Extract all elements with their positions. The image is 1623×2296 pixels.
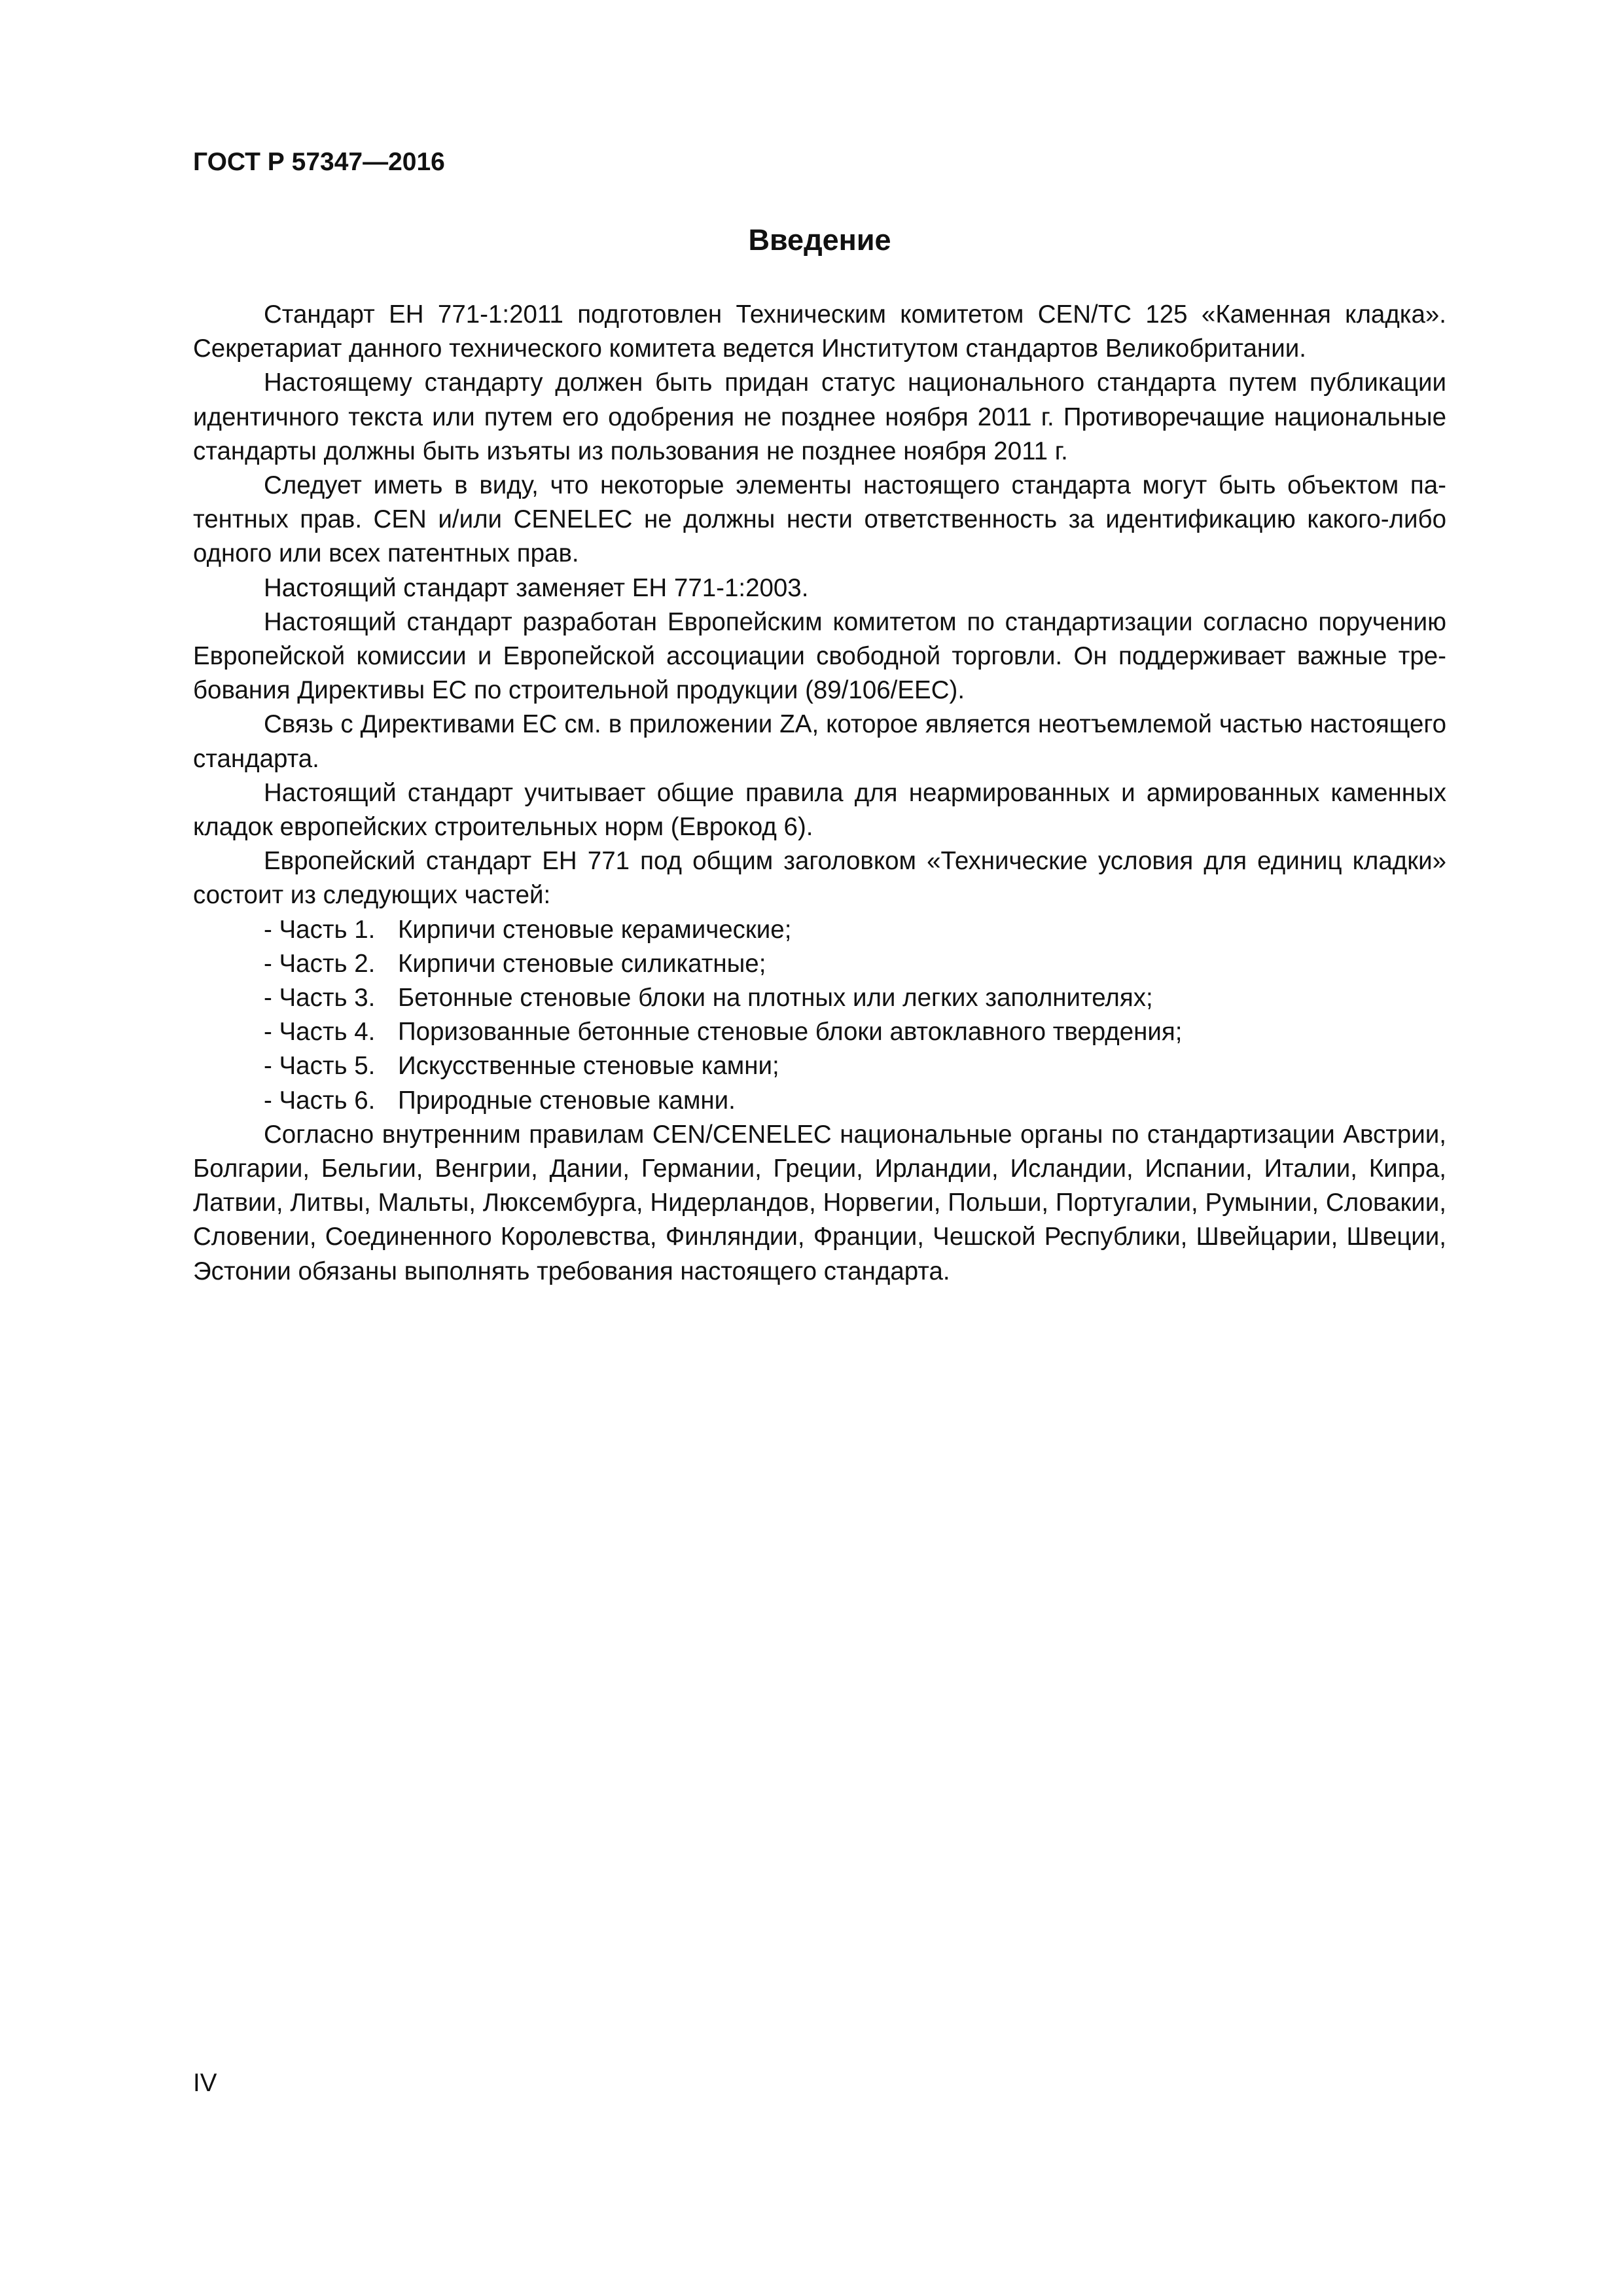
section-title: Введение [748,223,891,257]
list-item [193,1015,1446,1049]
paragraph-committee: Стандарт ЕН 771-1:2011 подготовлен Техническим комитетом CEN/TC 125 «Каменная кладка». Секретариат данного технического комитета ведется Институтом стандартов Великобритании. [193,300,1446,363]
list-item [193,947,1446,981]
paragraph-mandate: Настоящий стандарт разработан Европейским комитетом по стандартизации согласно поручению Европейской комиссии и Европейской ассоциации свободной торговли. Он поддерживает важные требования Директивы ЕС по строительной продукции (89/106/EEC). [193,607,1446,705]
paragraph-national-status: Настоящему стандарту должен быть придан статус национального стандарта путем публикации идентичного текста или путем его одобрения не позднее ноября 2011 г. Противоречащие национальные стандарты должны быть изъяты из пользования не позднее ноября 2011 г. [193,368,1446,465]
paragraph-parts-intro: Европейский стандарт ЕН 771 под общим заголовком «Технические условия для единиц кладки» состоит из следующих частей: [193,847,1446,910]
page-number: IV [193,2069,217,2097]
section-body [193,298,1446,1289]
part-label: - Часть 4. [264,1018,376,1047]
part-label: - Часть 6. [264,1086,376,1115]
part-text: Природные стеновые камни. [398,1086,736,1115]
part-text: Бетонные стеновые блоки на плотных или легких заполнителях; [398,984,1153,1013]
list-item [193,981,1446,1015]
paragraph-directives: Связь с Директивами ЕС см. в приложении ZA, которое является неотъемлемой частью настоящего стандарта. [193,710,1446,773]
paragraph-member-countries: Согласно внутренним правилам CEN/CENELEC национальные органы по стандартизации Австрии, Болгарии, Бельгии, Венгрии, Дании, Германии, Греции, Ирландии, Исландии, Испании, Италии, Кипра, Латвии, Литвы, Мальты, Люксембурга, Нидерландов, Норвегии, Польши, Португалии, Румынии, Словакии, Словении, Соединенного Королевства, Финляндии, Франции, Чешской Республики, Швейцарии, Швеции, Эстонии обязаны выполнять требования настоящего стандарта. [193,1120,1446,1285]
part-text: Поризованные бетонные стеновые блоки автоклавного твердения; [398,1018,1183,1047]
part-label: - Часть 5. [264,1052,376,1081]
parts-list [193,913,1446,1118]
document-code: ГОСТ Р 57347—2016 [193,148,445,176]
paragraph-patent-rights: Следует иметь в виду, что некоторые элементы настоящего стандарта могут быть объектом патентных прав. CEN и/или CENELEC не должны нести ответственность за идентификацию какого-либо одного или всех патентных прав. [193,471,1446,568]
part-label: - Часть 1. [264,915,376,944]
list-item [193,1049,1446,1083]
part-text: Кирпичи стеновые силикатные; [398,949,766,978]
part-text: Искусственные стеновые камни; [398,1052,779,1081]
part-label: - Часть 2. [264,949,376,978]
part-text: Кирпичи стеновые керамические; [398,915,792,944]
list-item [193,1084,1446,1118]
paragraph-eurocode: Настоящий стандарт учитывает общие правила для неармированных и армированных каменных кладок европейских строительных норм (Еврокод 6). [193,778,1446,842]
paragraph-replaces: Настоящий стандарт заменяет ЕН 771-1:2003. [264,573,809,602]
part-label: - Часть 3. [264,984,376,1013]
list-item [193,913,1446,947]
